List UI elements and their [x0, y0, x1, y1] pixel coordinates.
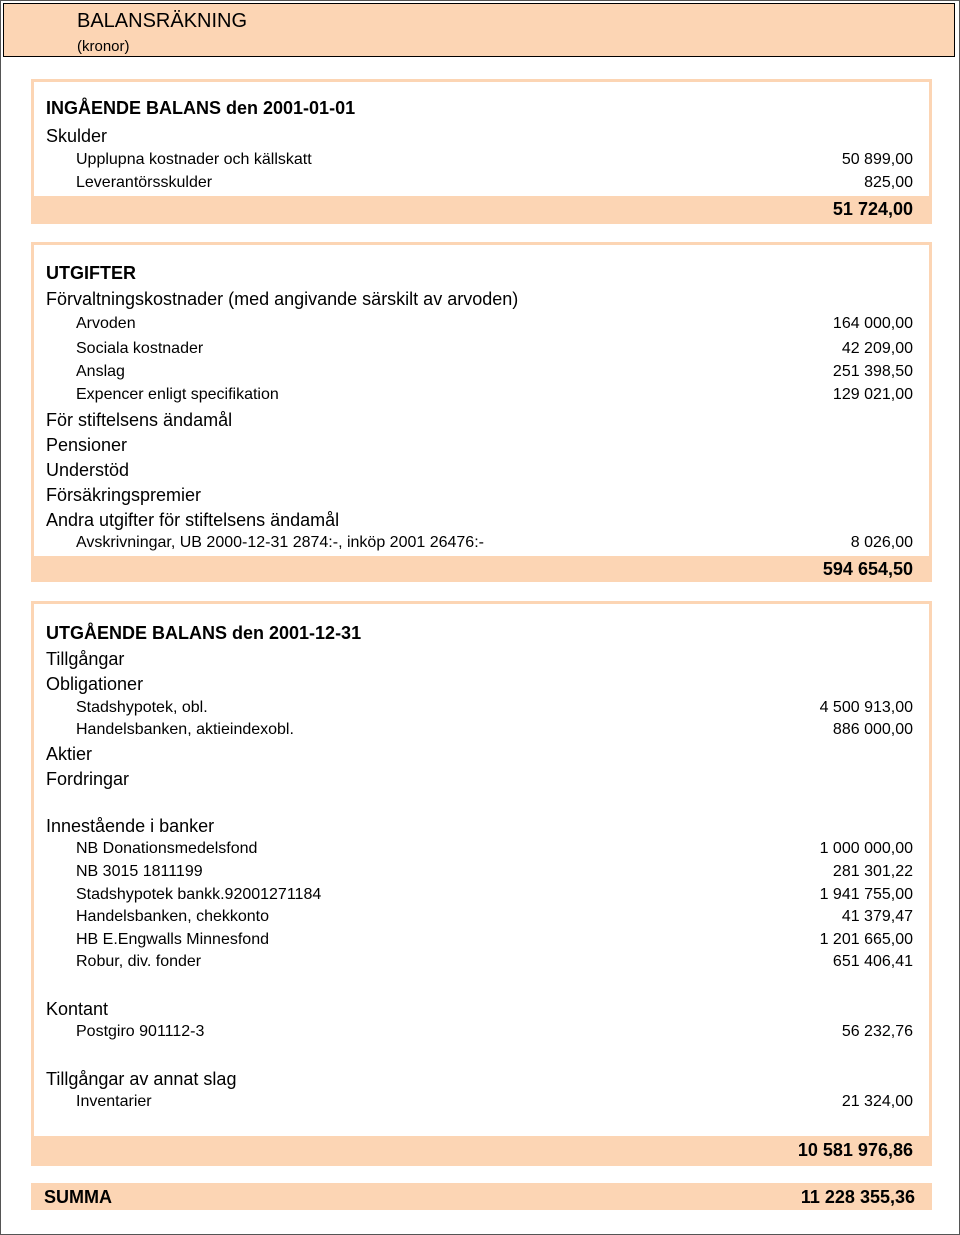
group-label: Tillgångar: [46, 649, 125, 669]
group-label: Skulder: [46, 126, 108, 146]
group-label: Tillgångar av annat slag: [46, 1069, 237, 1089]
item-value: 129 021,00: [832, 386, 913, 403]
group-label: Förvaltningskostnader (med angivande särskilt av arvoden): [46, 289, 519, 309]
item-label: NB 3015 1811199: [76, 863, 203, 880]
item-value: 1 000 000,00: [819, 840, 913, 857]
section-heading: INGÅENDE BALANS den 2001-01-01: [46, 98, 356, 118]
item-value: 50 899,00: [841, 151, 913, 168]
group-label: Kontant: [46, 999, 109, 1019]
item-value: 1 201 665,00: [819, 931, 913, 948]
item-value: 41 379,47: [841, 908, 913, 925]
item-value: 4 500 913,00: [819, 699, 913, 716]
group-label: För stiftelsens ändamål: [46, 410, 233, 430]
item-label: Stadshypotek bankk.92001271184: [76, 886, 322, 903]
grand-total-value: 11 228 355,36: [800, 1187, 915, 1207]
item-label: Avskrivningar, UB 2000-12-31 2874:-, inköp 2001 26476:-: [76, 534, 484, 551]
subtotal-band: [34, 196, 929, 222]
subtotal-band: [34, 556, 929, 582]
subtotal-value: 51 724,00: [832, 199, 913, 219]
item-label: NB Donationsmedelsfond: [76, 840, 258, 857]
item-label: Handelsbanken, aktieindexobl.: [76, 721, 294, 738]
group-label: Understöd: [46, 460, 130, 480]
closing-balance-section: [31, 601, 932, 1166]
item-value: 164 000,00: [832, 315, 913, 332]
item-value: 56 232,76: [841, 1023, 913, 1040]
item-value: 651 406,41: [832, 953, 913, 970]
item-value: 42 209,00: [841, 340, 913, 357]
item-value: 8 026,00: [850, 534, 913, 551]
item-label: Leverantörsskulder: [76, 174, 213, 191]
item-label: Upplupna kostnader och källskatt: [76, 151, 312, 168]
grand-total-row: [31, 1183, 932, 1210]
item-label: HB E.Engwalls Minnesfond: [76, 931, 269, 948]
title-header: [3, 3, 955, 57]
group-label: Aktier: [46, 744, 93, 764]
opening-balance-section: [31, 79, 932, 224]
group-label: Försäkringspremier: [46, 485, 202, 505]
item-value: 886 000,00: [832, 721, 913, 738]
item-label: Handelsbanken, chekkonto: [76, 908, 270, 925]
group-label: Fordringar: [46, 769, 130, 789]
item-label: Postgiro 901112-3: [76, 1023, 205, 1040]
item-value: 251 398,50: [832, 363, 913, 380]
item-value: 1 941 755,00: [819, 886, 913, 903]
group-label: Andra utgifter för stiftelsens ändamål: [46, 510, 340, 530]
item-label: Sociala kostnader: [76, 340, 204, 357]
item-value: 281 301,22: [832, 863, 913, 880]
item-label: Stadshypotek, obl.: [76, 699, 208, 716]
item-label: Arvoden: [76, 315, 136, 332]
item-label: Anslag: [76, 363, 125, 380]
section-heading: UTGIFTER: [46, 263, 136, 283]
group-label: Obligationer: [46, 674, 144, 694]
section-heading: UTGÅENDE BALANS den 2001-12-31: [46, 623, 362, 643]
expenses-section: [31, 242, 932, 582]
subtotal-value: 594 654,50: [822, 559, 913, 579]
item-value: 21 324,00: [841, 1093, 913, 1110]
page-subtitle: (kronor): [77, 38, 130, 55]
item-label: Inventarier: [76, 1093, 152, 1110]
item-label: Expencer enligt specifikation: [76, 386, 279, 403]
item-label: Robur, div. fonder: [76, 953, 202, 970]
subtotal-value: 10 581 976,86: [797, 1140, 913, 1160]
item-value: 825,00: [864, 174, 913, 191]
grand-total-label: SUMMA: [44, 1187, 112, 1207]
page-title: BALANSRÄKNING: [77, 10, 248, 32]
subtotal-band: [34, 1136, 929, 1164]
group-label: Innestående i banker: [46, 816, 215, 836]
group-label: Pensioner: [46, 435, 128, 455]
